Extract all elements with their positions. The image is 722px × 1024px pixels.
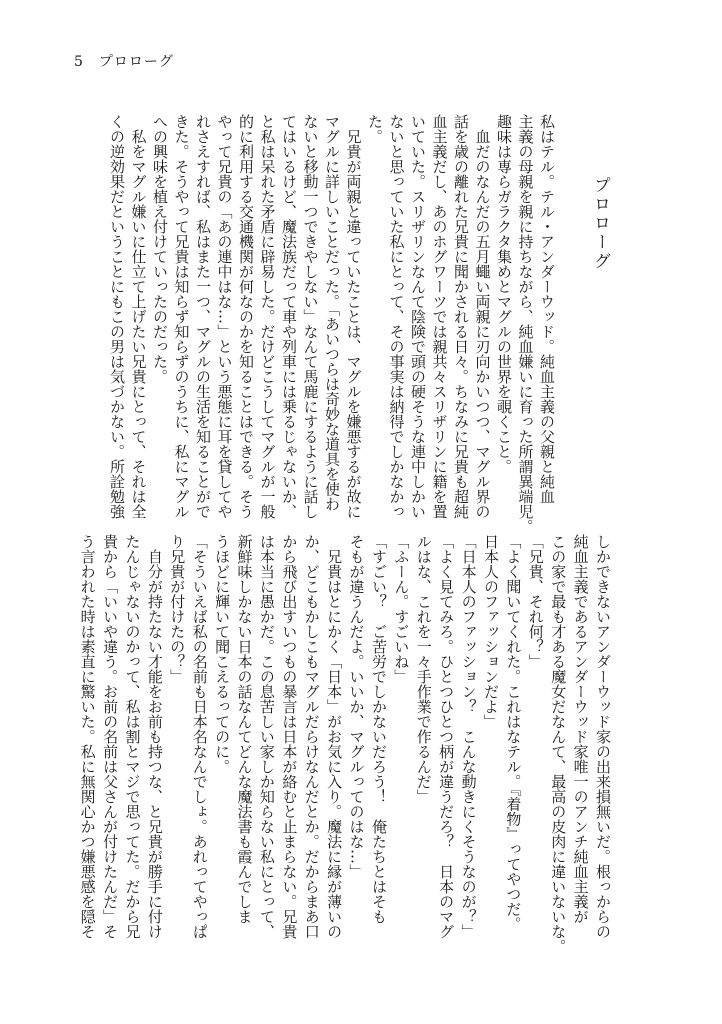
text-line: しかできないアンダーウッド家の出来損無いだ。根っからの: [594, 534, 612, 939]
text-line: か、どこもかしこもマグルだらけなんだとか。だからまあ口: [302, 534, 321, 939]
text-line: から飛び出すいつもの暴言は日本が絡むと止まらない。兄貴: [280, 534, 299, 939]
running-header: [74, 51, 174, 71]
text-line: 血主義だし、あのホグワーツでは親共々スリザリンに籍を置: [430, 114, 449, 519]
text-line: 「日本人のファッション？ こんな動きにくそうなのが？」: [459, 534, 478, 939]
text-line: 血だのなんだの五月蠅い両親に刃向かいつつ、マグル界の: [473, 114, 492, 519]
text-line: 趣味は専らガラクタ集めとマグルの世界を覗くこと。: [495, 114, 513, 474]
text-line: 「よく見てみろ。ひとつひとつ柄が違うだろ？ 日本のマグ: [437, 534, 456, 939]
text-line: 貴から「いいや違う。お前の名前は父さんが付けたんだ」そ: [101, 534, 120, 939]
text-line: 私はテル。テル・アンダーウッド。純血主義の父親と純血: [538, 114, 556, 504]
text-line: ないと移動一つできやしない」なんて馬鹿にするように話し: [301, 114, 320, 519]
text-line: たんじゃないのかって、私は割とマジで思ってた。だから兄: [123, 534, 142, 939]
text-line: 「よく聞いてくれた。これはなテル。『着物』ってやつだ。: [504, 534, 523, 932]
text-line: そもが違うんだよ。いいか、マグルってのはな…」: [347, 534, 366, 879]
text-line: た。: [366, 114, 384, 144]
text-line: 主義の母親を親に持ちながら、純血嫌いに育った所謂異端児。: [516, 114, 535, 534]
text-line: 話を歳の離れた兄貴に聞かされる日々。ちなみに兄貴も超純: [452, 114, 470, 519]
text-line: くの逆効果だということにもこの男は気づかない。所詮勉強: [108, 114, 126, 519]
bottom-tier-text: [76, 534, 614, 954]
text-line: 「ふーん。すごいね」: [392, 534, 411, 684]
text-line: り兄貴が付けたの？」: [168, 534, 187, 684]
text-line: ルはな、これを一々手作業で作るんだ」: [414, 534, 433, 804]
text-line: うほどに輝いて聞こえるってのに。: [213, 534, 232, 774]
text-line: 「すごい？ ご苦労でしかないだろう！ 俺たちとはそも: [369, 534, 388, 924]
text-line: やって兄貴の「あの連中はな…」という悪態に耳を貸してや: [215, 114, 234, 519]
text-line: れさえすれば、私はまた一つ、マグルの生活を知ることがで: [194, 114, 212, 519]
text-line: 新鮮味しかない日本の話なんてどんな魔法書も霞んでしま: [235, 534, 254, 924]
text-line: は本当に愚かだ。この息苦しい家しか知らない私にとって、: [257, 534, 276, 939]
text-line: マグルに詳しいことだった。「あいつらは奇妙な道具を使わ: [323, 114, 341, 512]
text-line: 「兄貴、それ何？」: [526, 534, 545, 669]
text-line: 兄貴はとにかく「日本」がお気に入り。魔法に縁が薄いの: [325, 534, 344, 939]
running-title: プロローグ: [98, 54, 174, 70]
text-line: きた。そうやって兄貴は知らず知らずのうちに、私にマグル: [172, 114, 191, 519]
text-line: いていた。スリザリンなんて陰険で頭の硬そうな連中しかい: [409, 114, 427, 519]
top-tier-text: [106, 114, 558, 534]
text-line: 私をマグル嫌いに仕立て上げたい兄貴にとって、それは全: [129, 114, 148, 519]
text-line: と私は呆れた矛盾に辟易した。だけどこうしてマグルが一般: [258, 114, 277, 519]
text-line: てはいるけど、魔法族だって車や列車には乗るじゃないか、: [280, 114, 298, 519]
text-line: への興味を植え付けていったのだった。: [151, 114, 169, 384]
chapter-title: プロローグ: [590, 176, 610, 271]
text-line: この家で最も才ある魔女だなんて、最高の皮肉に違いないな。: [549, 534, 568, 954]
text-line: 自分が持たない才能をお前も持つな、と兄貴が勝手に付け: [145, 534, 164, 939]
text-line: ないと思っていた私にとって、その事実は納得でしかなかっ: [387, 114, 406, 519]
page-number: 5: [74, 54, 84, 70]
text-line: 純血主義であるアンダーウッド家唯一のアンチ純血主義が: [571, 534, 590, 924]
text-line: 「そういえば私の名前も日本名なんでしょ。あれってやっぱ: [190, 534, 209, 939]
text-line: 兄貴が両親と違っていたことは、マグルを嫌悪するが故に: [344, 114, 363, 519]
text-line: 日本人のファッションだよ」: [481, 534, 500, 729]
text-line: 的に利用する交通機関が何なのかを知ることはできる。そう: [237, 114, 255, 519]
text-line: う言われた時は素直に驚いた。私に無関心かつ嫌悪感を隠そ: [78, 534, 97, 939]
